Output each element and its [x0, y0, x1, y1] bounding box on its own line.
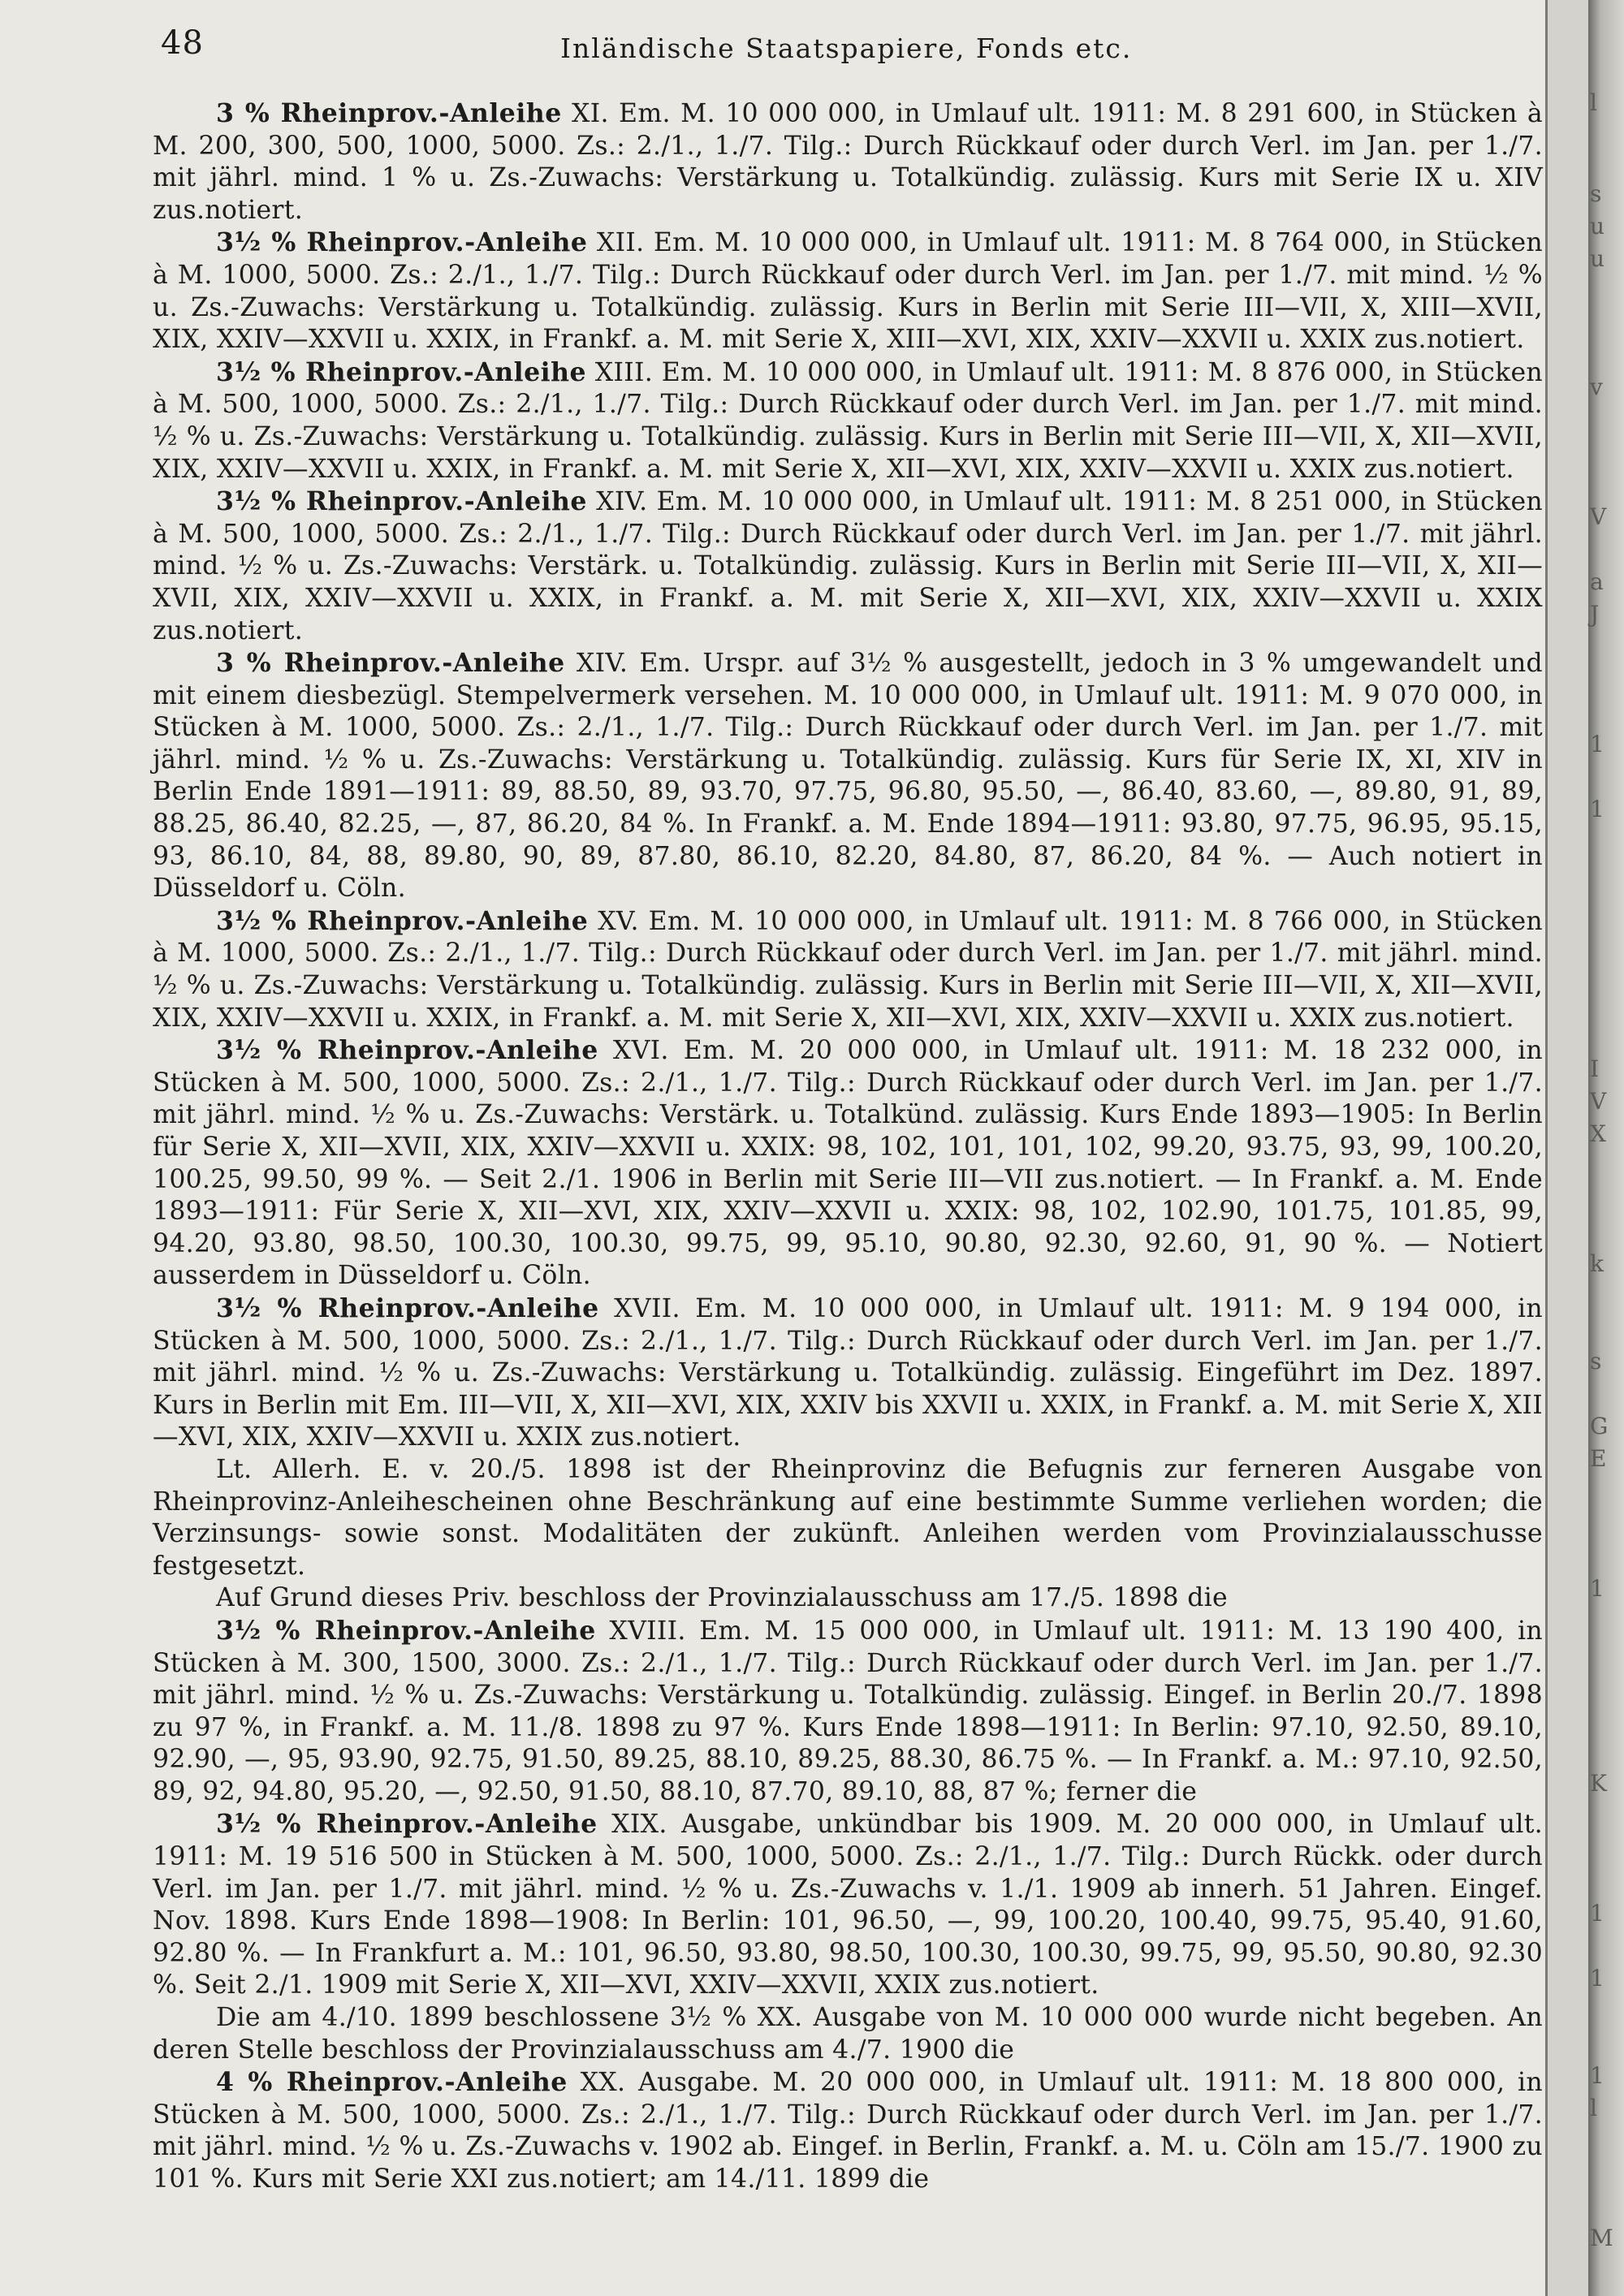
edge-letter: E [1590, 1445, 1607, 1472]
bond-heading: 3½ % Rheinprov.-Anleihe [216, 1809, 598, 1840]
paragraph-text: XIV. Em. Urspr. auf 3½ % ausgestellt, jedoch in 3 % umgewandelt und mit einem diesbezügl. Stempelvermerk versehen. M. 10 000 000, in Umlauf ult. 1911: M. 9 070 000, in Stücken à M. 1000, 5000. Zs.: 2./1., 1./7. Tilg.: Durch Rückkauf oder durch Verl. im Jan. per 1./7. mit jährl. mind. ½ % u. Zs.-Zuwachs: Verstärkung u. Totalkündig. zulässig. Kurs für Serie IX, XI, XIV in Berlin Ende 1891—1911: 89, 88.50, 89, 93.70, 97.75, 96.80, 95.50, —, 86.40, 83.60, —, 89.80, 91, 89, 88.25, 86.40, 82.25, —, 87, 86.20, 84 %. In Frankf. a. M. Ende 1894—1911: 93.80, 97.75, 96.95, 95.15, 93, 86.10, 84, 88, 89.80, 90, 89, 87.80, 86.10, 82.20, 84.80, 87, 86.20, 84 %. — Auch notiert in Düsseldorf u. Cöln. [153, 649, 1543, 904]
bond-heading: 4 % Rheinprov.-Anleihe [216, 2067, 568, 2098]
running-head: Inländische Staatspapiere, Fonds etc. [560, 32, 1133, 64]
paragraph-serie-xiv-converted [153, 647, 1543, 905]
paragraph-serie-xix [153, 1808, 1543, 2002]
paragraph-serie-xx [153, 2066, 1543, 2195]
paragraph-text: XVI. Em. M. 20 000 000, in Umlauf ult. 1911: M. 18 232 000, in Stücken à M. 500, 1000, 5000. Zs.: 2./1., 1./7. Tilg.: Durch Rückkauf oder durch Verl. im Jan. per 1./7. mit jährl. mind. ½ % u. Zs.-Zuwachs: Verstärk. u. Totalkünd. zulässig. Kurs Ende 1893—1905: In Berlin für Serie X, XII—XVII, XIX, XXIV—XXVII u. XXIX: 98, 102, 101, 101, 102, 99.20, 93.75, 93, 99, 100.20, 100.25, 99.50, 99 %. — Seit 2./1. 1906 in Berlin mit Serie III—VII zus.notiert. — In Frankf. a. M. Ende 1893—1911: Für Serie X, XII—XVI, XIX, XXIV—XXVII u. XXIX: 98, 102, 102.90, 101.75, 101.85, 99, 94.20, 93.80, 98.50, 100.30, 100.30, 99.75, 99, 95.10, 90.80, 92.30, 92.60, 91, 90 %. — Notiert ausserdem in Düsseldorf u. Cöln. [153, 1036, 1543, 1291]
bond-heading: 3½ % Rheinprov.-Anleihe [216, 356, 587, 387]
paragraph-serie-xiii [153, 356, 1543, 486]
paragraph-serie-xi [153, 97, 1543, 227]
edge-letter: 1 [1590, 1900, 1605, 1927]
bond-heading: 3½ % Rheinprov.-Anleihe [216, 227, 588, 258]
edge-letter: M [1590, 2225, 1613, 2251]
edge-letter: l [1590, 89, 1597, 116]
paragraph-serie-xvi [153, 1034, 1543, 1293]
paragraph-text: XVII. Em. M. 10 000 000, in Umlauf ult. 1911: M. 9 194 000, in Stücken à M. 500, 1000, 5000. Zs.: 2./1., 1./7. Tilg.: Durch Rückkauf oder durch Verl. im Jan. per 1./7. mit jährl. mind. ½ % u. Zs.-Zuwachs: Verstärkung u. Totalkündig. zulässig. Eingeführt im Dez. 1897. Kurs in Berlin mit Em. III—VII, X, XII—XVI, XIX, XXIV bis XXVII u. XXIX, in Frankf. a. M. mit Serie X, XII—XVI, XIX, XXIV—XXVII u. XXIX zus.notiert. [153, 1293, 1543, 1452]
edge-letter: v [1590, 373, 1603, 400]
paragraph-text: XVIII. Em. M. 15 000 000, in Umlauf ult. 1911: M. 13 190 400, in Stücken à M. 300, 1500, 3000. Zs.: 2./1., 1./7. Tilg.: Durch Rückkauf oder durch Verl. im Jan. per 1./7. mit jährl. mind. ½ % u. Zs.-Zuwachs: Verstärkung u. Totalkündig. zulässig. Eingef. in Berlin 20./7. 1898 zu 97 %, in Frankf. a. M. 11./8. 1898 zu 97 %. Kurs Ende 1898—1911: In Berlin: 97.10, 92.50, 89.10, 92.90, —, 95, 93.90, 92.75, 91.50, 89.25, 88.10, 89.25, 88.30, 86.75 %. — In Frankf. a. M.: 97.10, 92.50, 89, 92, 94.80, 95.20, —, 92.50, 91.50, 88.10, 87.70, 89.10, 88, 87 %; ferner die [153, 1616, 1543, 1806]
bond-heading: 3½ % Rheinprov.-Anleihe [216, 1035, 598, 1066]
paragraph-resolution [153, 1582, 1543, 1615]
bond-heading: 3 % Rheinprov.-Anleihe [216, 98, 562, 128]
paragraph-text: Lt. Allerh. E. v. 20./5. 1898 ist der Rheinprovinz die Befugnis zur ferneren Ausgabe von Rheinprovinz-Anleihescheinen ohne Beschränkung auf eine bestimmte Summe verliehen worden; die Verzinsungs- sowie sonst. Modalitäten der zukünft. Anleihen werden vom Provinzialausschusse festgesetzt. [153, 1454, 1543, 1581]
adjacent-page-edge [1545, 0, 1591, 2296]
paragraph-text: XII. Em. M. 10 000 000, in Umlauf ult. 1911: M. 8 764 000, in Stücken à M. 1000, 5000. Zs.: 2./1., 1./7. Tilg.: Durch Rückkauf oder durch Verl. im Jan. per 1./7. mit mind. ½ % u. Zs.-Zuwachs: Verstärkung u. Totalkündig. zulässig. Kurs in Berlin mit Serie III—VII, X, XIII—XVII, XIX, XXIV—XXVII u. XXIX, in Frankf. a. M. mit Serie X, XIII—XVI, XIX, XXIV—XXVII u. XXIX zus.notiert. [153, 228, 1543, 355]
paragraph-text: XI. Em. M. 10 000 000, in Umlauf ult. 1911: M. 8 291 600, in Stücken à M. 200, 300, 500, 1000, 5000. Zs.: 2./1., 1./7. Tilg.: Durch Rückkauf oder durch Verl. im Jan. per 1./7. mit jährl. mind. 1 % u. Zs.-Zuwachs: Verstärkung u. Totalkündig. zulässig. Kurs mit Serie IX u. XIV zus.notiert. [153, 99, 1543, 225]
paragraph-text: XIX. Ausgabe, unkündbar bis 1909. M. 20 000 000, in Umlauf ult. 1911: M. 19 516 500 in Stücken à M. 500, 1000, 5000. Zs.: 2./1., 1./7. Tilg.: Durch Rückk. oder durch Verl. im Jan. per 1./7. mit jährl. mind. ½ % u. Zs.-Zuwachs v. 1./1. 1909 ab innerh. 51 Jahren. Eingef. Nov. 1898. Kurs Ende 1898—1908: In Berlin: 101, 96.50, —, 99, 100.20, 100.40, 99.75, 95.40, 91.60, 92.80 %. — In Frankfurt a. M.: 101, 96.50, 93.80, 98.50, 100.30, 100.30, 99.75, 99, 95.50, 90.80, 92.30 %. Seit 2./1. 1909 mit Serie X, XII—XVI, XXIV—XXVII, XXIX zus.notiert. [153, 1810, 1543, 2000]
paragraph-serie-xx-note [153, 2002, 1543, 2066]
edge-letter: l [1590, 2095, 1597, 2121]
page-number: 48 [161, 24, 204, 62]
edge-letter: 1 [1590, 796, 1605, 822]
bond-heading: 3½ % Rheinprov.-Anleihe [216, 1293, 599, 1323]
edge-letter: V [1590, 1088, 1607, 1115]
paragraph-privilege [153, 1454, 1543, 1582]
bond-heading: 3 % Rheinprov.-Anleihe [216, 648, 565, 679]
edge-letter: I [1590, 1055, 1600, 1082]
edge-letter: K [1590, 1770, 1607, 1797]
edge-letter: k [1590, 1250, 1604, 1277]
paragraph-text: Auf Grund dieses Priv. beschloss der Provinzialausschuss am 17./5. 1898 die [216, 1583, 1228, 1613]
right-page-edge [1588, 0, 1624, 2296]
edge-letter: V [1590, 503, 1607, 530]
paragraph-serie-xv [153, 905, 1543, 1034]
paragraph-serie-xvii [153, 1293, 1543, 1454]
edge-letter: s [1590, 1348, 1602, 1375]
paragraph-text: XIII. Em. M. 10 000 000, in Umlauf ult. 1911: M. 8 876 000, in Stücken à M. 500, 1000, 5000. Zs.: 2./1., 1./7. Tilg.: Durch Rückkauf oder durch Verl. im Jan. per 1./7. mit mind. ½ % u. Zs.-Zuwachs: Verstärkung u. Totalkündig. zulässig. Kurs in Berlin mit Serie III—VII, X, XII—XVII, XIX, XXIV—XXVII u. XXIX, in Frankf. a. M. mit Serie X, XII—XVI, XIX, XXIV—XXVII u. XXIX zus.notiert. [153, 357, 1543, 484]
edge-letter: 1 [1590, 731, 1605, 757]
edge-letter: 1 [1590, 2062, 1605, 2089]
paragraph-serie-xviii [153, 1615, 1543, 1809]
bond-heading: 3½ % Rheinprov.-Anleihe [216, 1615, 596, 1646]
paragraph-text: XIV. Em. M. 10 000 000, in Umlauf ult. 1911: M. 8 251 000, in Stücken à M. 500, 1000, 5000. Zs.: 2./1., 1./7. Tilg.: Durch Rückkauf oder durch Verl. im Jan. per 1./7. mit jährl. mind. ½ % u. Zs.-Zuwachs: Verstärk. u. Totalkündig. zulässig. Kurs in Berlin mit Serie III—VII, X, XII—XVII, XIX, XXIV—XXVII u. XXIX, in Frankf. a. M. mit Serie X, XII—XVI, XIX, XXIV—XXVII u. XXIX zus.notiert. [153, 487, 1543, 645]
edge-letter: s [1590, 180, 1602, 207]
edge-letter: a [1590, 568, 1604, 595]
edge-letter: 1 [1590, 1965, 1605, 1992]
edge-letter: 1 [1590, 1575, 1605, 1602]
edge-letter: u [1590, 213, 1605, 240]
paragraph-serie-xii [153, 227, 1543, 356]
bond-heading: 3½ % Rheinprov.-Anleihe [216, 905, 589, 936]
body-text [153, 97, 1543, 2196]
paragraph-text: Die am 4./10. 1899 beschlossene 3½ % XX. Ausgabe von M. 10 000 000 wurde nicht begeben. An deren Stelle beschloss der Provinzialausschuss am 4./7. 1900 die [153, 2003, 1543, 2065]
paragraph-text: XX. Ausgabe. M. 20 000 000, in Umlauf ult. 1911: M. 18 800 000, in Stücken à M. 500, 1000, 5000. Zs.: 2./1., 1./7. Tilg.: Durch Rückkauf oder durch Verl. im Jan. per 1./7. mit jährl. mind. ½ % u. Zs.-Zuwachs v. 1902 ab. Eingef. in Berlin, Frankf. a. M. u. Cöln am 15./7. 1900 zu 101 %. Kurs mit Serie XXI zus.notiert; am 14./11. 1899 die [153, 2068, 1544, 2194]
paragraph-text: XV. Em. M. 10 000 000, in Umlauf ult. 1911: M. 8 766 000, in Stücken à M. 1000, 5000. Zs.: 2./1., 1./7. Tilg.: Durch Rückkauf oder durch Verl. im Jan. per 1./7. mit jährl. mind. ½ % u. Zs.-Zuwachs: Verstärkung u. Totalkündig. zulässig. Kurs in Berlin mit Serie III—VII, X, XII—XVII, XIX, XXIV—XXVII u. XXIX, in Frankf. a. M. mit Serie X, XII—XVI, XIX, XXIV—XXVII u. XXIX zus.notiert. [153, 906, 1543, 1033]
bond-heading: 3½ % Rheinprov.-Anleihe [216, 486, 587, 517]
edge-letter: J [1590, 601, 1600, 628]
edge-letter: G [1590, 1413, 1609, 1439]
paragraph-serie-xiv [153, 486, 1543, 647]
edge-letter: X [1590, 1120, 1606, 1147]
edge-letter: u [1590, 245, 1605, 272]
